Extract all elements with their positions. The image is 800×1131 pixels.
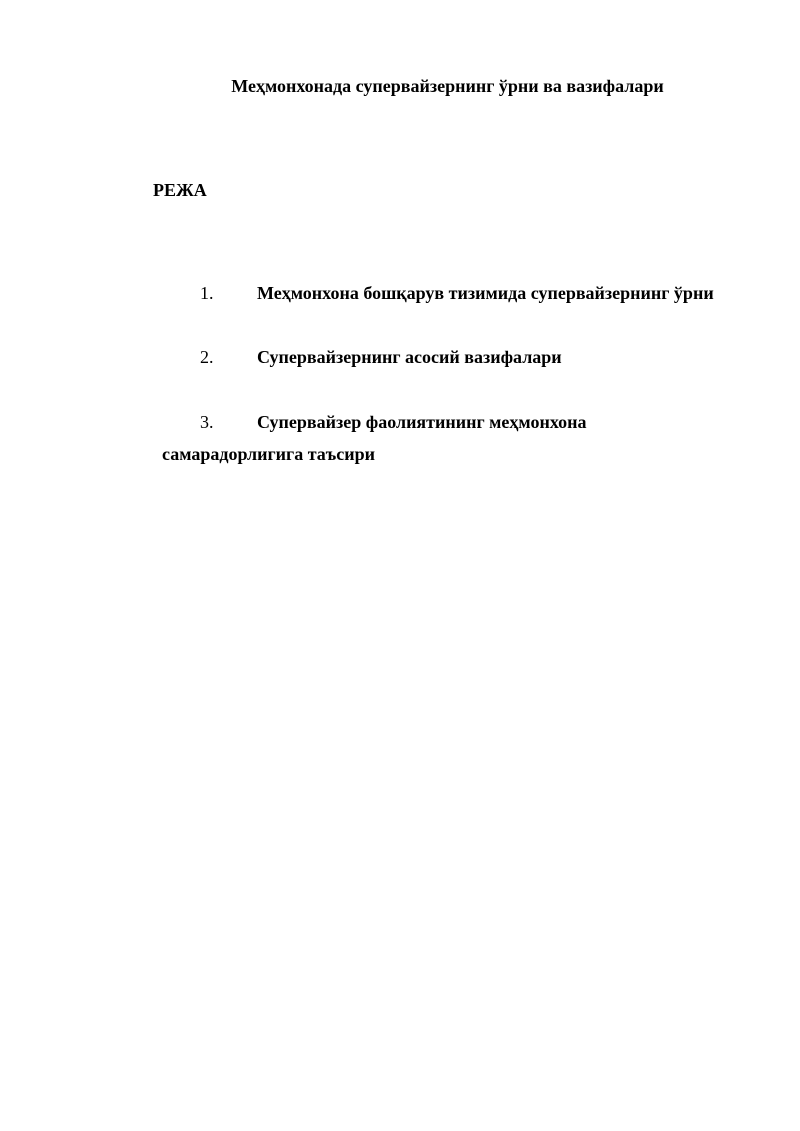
plan-heading: РЕЖА [153, 180, 207, 200]
plan-item-number: 2. [200, 347, 214, 367]
plan-item-text: Меҳмонхона бошқарув тизимида супервайзернинг ўрни [257, 283, 714, 303]
plan-item-number: 1. [200, 283, 214, 303]
plan-item-number: 3. [200, 412, 214, 432]
plan-item-text: Супервайзер фаолиятининг меҳмонхона [257, 412, 587, 432]
document-title: Меҳмонхонада супервайзернинг ўрни ва вазифалари [231, 76, 664, 96]
plan-item-text-continuation: самарадорлигига таъсири [162, 444, 376, 464]
plan-item-text: Супервайзернинг асосий вазифалари [257, 347, 562, 367]
